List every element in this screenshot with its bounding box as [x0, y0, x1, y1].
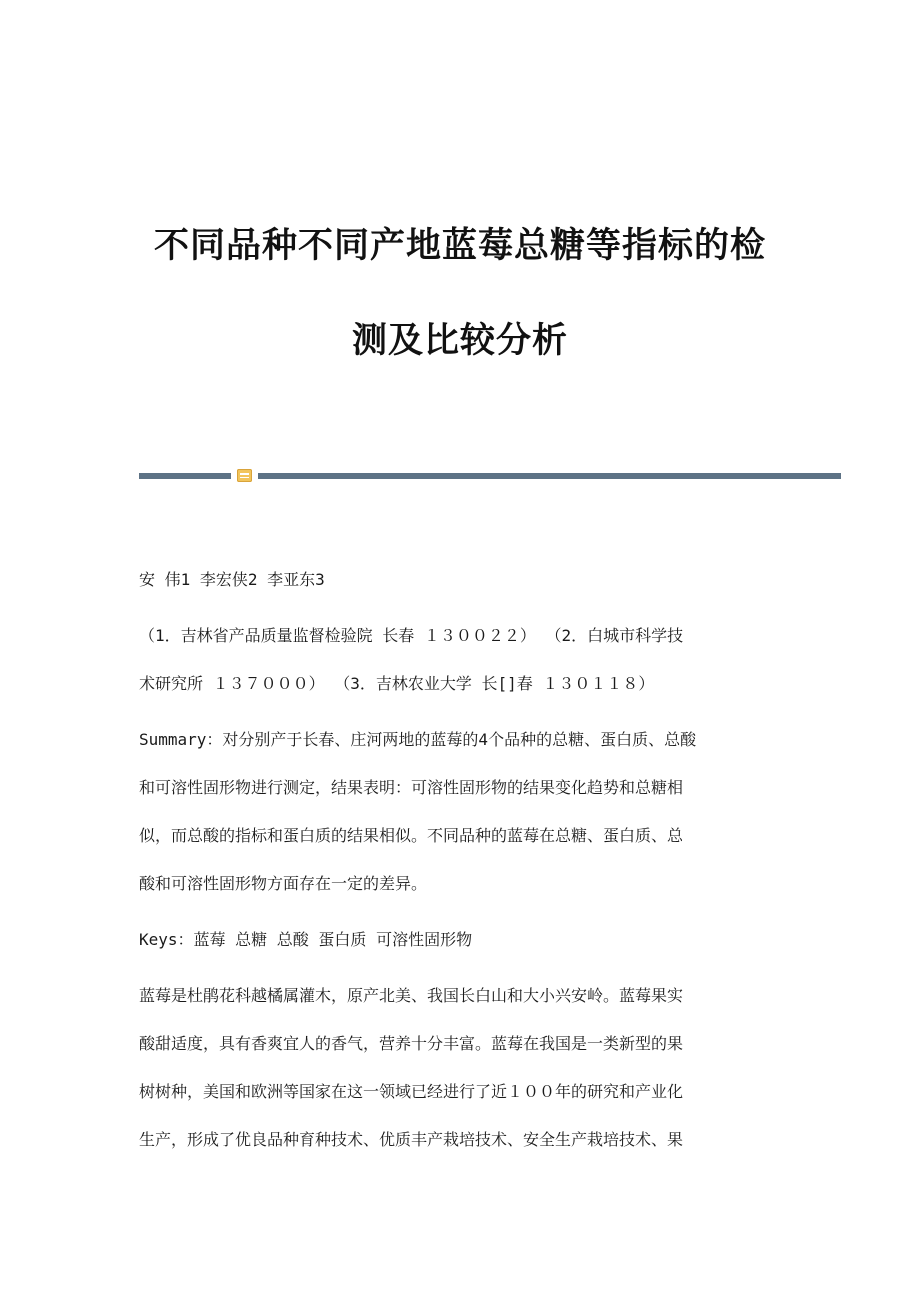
- author-list: 安 伟1 李宏侠2 李亚东3: [139, 570, 325, 589]
- divider-bar-left: [139, 473, 231, 479]
- intro-line-4: 生产，形成了优良品种育种技术、优质丰产栽培技术、安全生产栽培技术、果: [139, 1130, 684, 1149]
- summary-line-3: 似，而总酸的指标和蛋白质的结果相似。不同品种的蓝莓在总糖、蛋白质、总: [139, 826, 684, 845]
- affiliation-line-1: （1．吉林省产品质量监督检验院 长春 １３００２２） （2．白城市科学技: [139, 626, 684, 645]
- title-divider: [139, 469, 841, 483]
- intro-line-2: 酸甜适度，具有香爽宜人的香气，营养十分丰富。蓝莓在我国是一类新型的果: [139, 1034, 684, 1053]
- keywords: Keys：蓝莓 总糖 总酸 蛋白质 可溶性固形物: [139, 930, 473, 949]
- divider-bar-right: [258, 473, 841, 479]
- affiliation-line-2: 术研究所 １３７０００） （3．吉林农业大学 长[]春 １３０１１８）: [139, 674, 655, 693]
- paper-title-line-2: 测及比较分析: [351, 320, 568, 361]
- document-mark-icon: [237, 469, 252, 482]
- paper-title-line-1: 不同品种不同产地蓝莓总糖等指标的检: [153, 225, 766, 266]
- intro-line-3: 树树种，美国和欧洲等国家在这一领域已经进行了近１００年的研究和产业化: [139, 1082, 684, 1101]
- summary-line-1: Summary：对分别产于长春、庄河两地的蓝莓的4个品种的总糖、蛋白质、总酸: [139, 730, 697, 749]
- summary-line-2: 和可溶性固形物进行测定，结果表明：可溶性固形物的结果变化趋势和总糖相: [139, 778, 684, 797]
- intro-line-1: 蓝莓是杜鹃花科越橘属灌木，原产北美、我国长白山和大小兴安岭。蓝莓果实: [139, 986, 684, 1005]
- summary-line-4: 酸和可溶性固形物方面存在一定的差异。: [139, 874, 428, 893]
